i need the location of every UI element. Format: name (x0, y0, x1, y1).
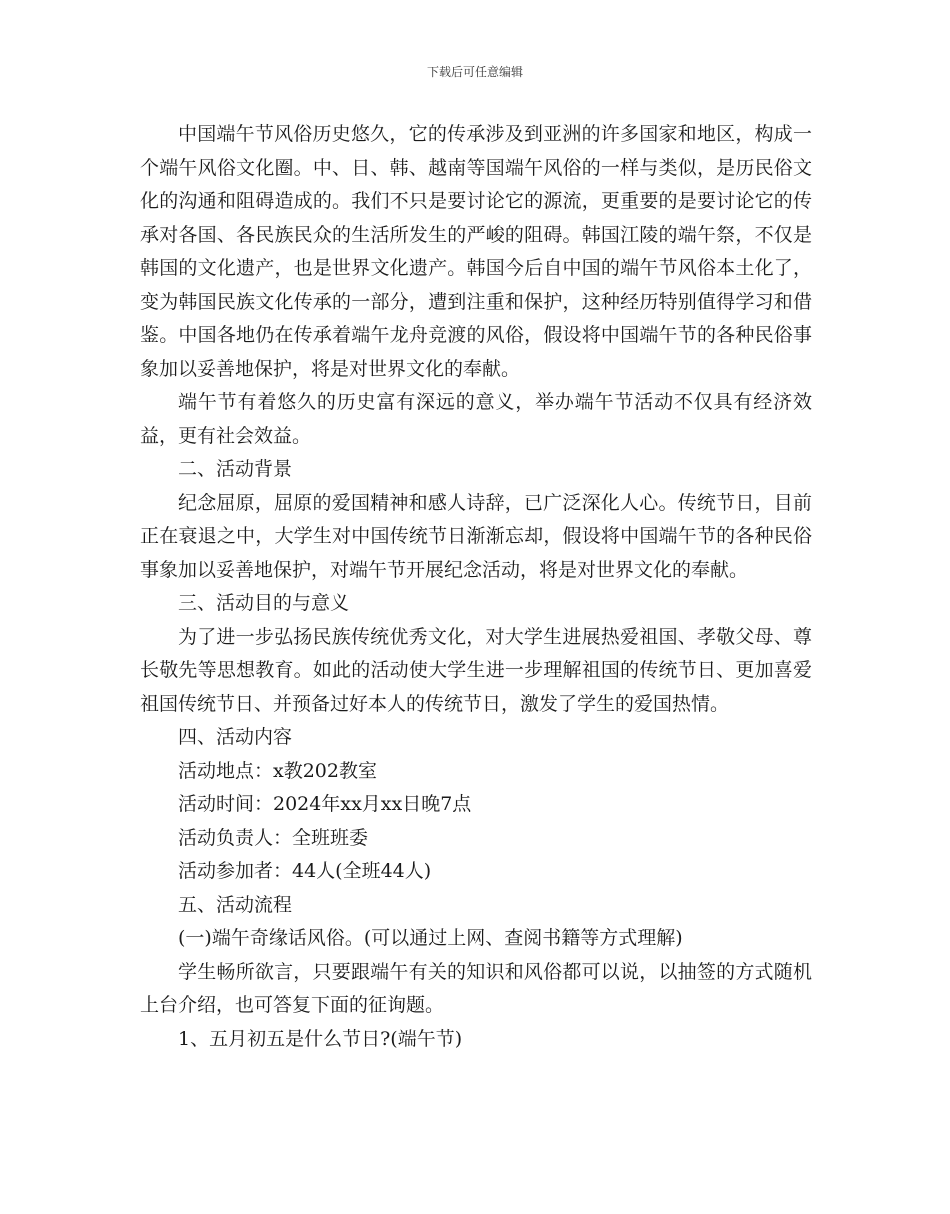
activity-leader: 活动负责人：全班班委 (178, 826, 369, 849)
paragraph-history: 中国端午节风俗历史悠久，它的传承涉及到亚洲的许多国家和地区，构成一个端午风俗文化圈。中、日、韩、越南等国端午风俗的一样与类似，是历民俗文化的沟通和阻碍造成的。我们不只是要讨论它的源流，更重要的是要讨论它的传承对各国、各民族民众的生活所发生的严峻的阻碍。韩国江陵的端午祭，不仅是韩国的文化遗产，也是世界文化遗产。韩国今后自中国的端午节风俗本土化了，变为韩国民族文化传承的一部分，遭到注重和保护，这种经历特别值得学习和借鉴。中国各地仍在传承着端午龙舟竞渡的风俗，假设将中国端午节的各种民俗事象加以妥善地保护，将是对世界文化的奉献。 (140, 123, 812, 380)
activity-location: 活动地点：x教202教室 (178, 759, 377, 782)
page-header: 下载后可任意编辑 (426, 65, 523, 79)
paragraph-process-description: 学生畅所欲言，只要跟端午有关的知识和风俗都可以说，以抽签的方式随机上台介绍，也可答复下面的征询题。 (140, 960, 812, 1016)
paragraph-purpose: 为了进一步弘扬民族传统优秀文化，对大学生进展热爱祖国、孝敬父母、尊长敬先等思想教育。如此的活动使大学生进一步理解祖国的传统节日、更加喜爱祖国传统节日、并预备过好本人的传统节日，激发了学生的爱国热情。 (140, 625, 812, 715)
document-body (140, 118, 812, 1056)
paragraph-significance: 端午节有着悠久的历史富有深远的意义，举办端午节活动不仅具有经济效益，更有社会效益。 (140, 391, 812, 447)
section-heading-background: 二、活动背景 (178, 458, 293, 480)
section-heading-process: 五、活动流程 (178, 893, 293, 916)
section-heading-purpose: 三、活动目的与意义 (178, 592, 350, 614)
paragraph-background: 纪念屈原，屈原的爱国精神和感人诗辞，已广泛深化人心。传统节日，目前正在衰退之中，大学生对中国传统节日渐渐忘却，假设将中国端午节的各种民俗事象加以妥善地保护，对端午节开展纪念活动，将是对世界文化的奉献。 (140, 491, 812, 581)
process-step-1: (一)端午奇缘话风俗。(可以通过上网、查阅书籍等方式理解) (178, 927, 683, 949)
section-heading-content: 四、活动内容 (178, 726, 293, 748)
activity-participants: 活动参加者：44人(全班44人) (178, 860, 432, 882)
question-1: 1、五月初五是什么节日?(端午节) (178, 1027, 463, 1050)
activity-time: 活动时间：2024年xx月xx日晚7点 (178, 793, 472, 815)
